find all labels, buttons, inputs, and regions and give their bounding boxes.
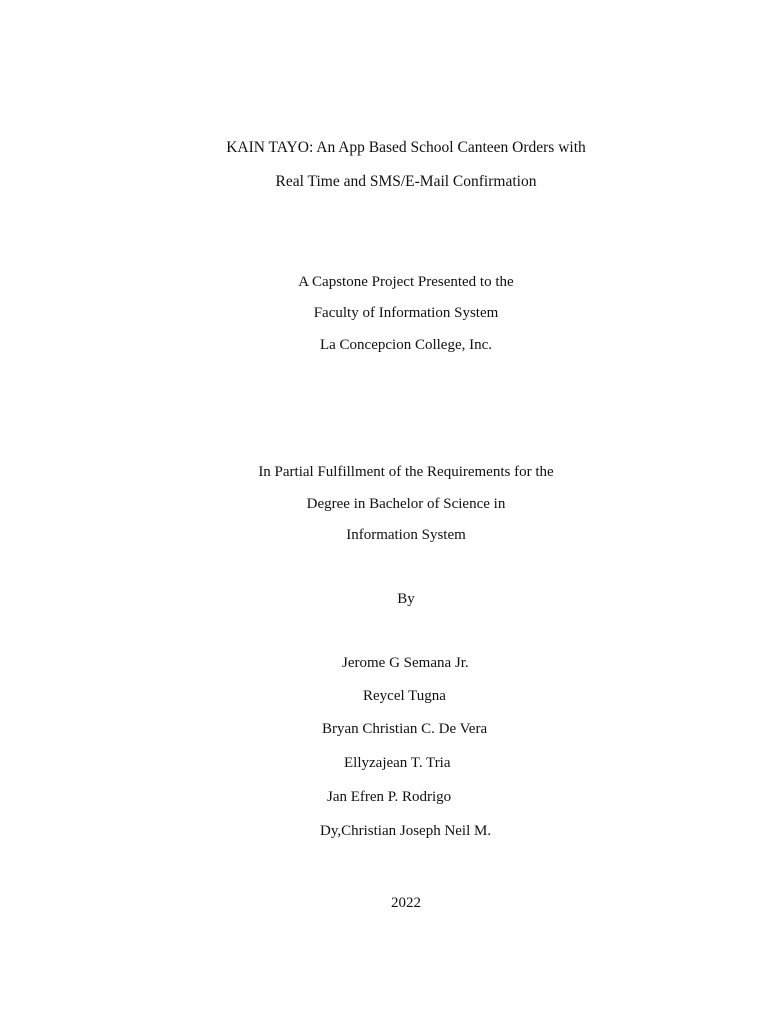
author-name: Dy,Christian Joseph Neil M.	[320, 823, 492, 839]
fulfillment-line-2: Degree in Bachelor of Science in	[306, 496, 506, 512]
presented-line-2: Faculty of Information System	[313, 305, 499, 321]
author-name: Ellyzajean T. Tria	[344, 755, 451, 771]
title-line-2: Real Time and SMS/E-Mail Confirmation	[275, 173, 537, 190]
fulfillment-line-3: Information System	[346, 527, 466, 543]
year: 2022	[391, 895, 421, 911]
fulfillment-line-1: In Partial Fulfillment of the Requirements for the	[258, 464, 554, 480]
author-name: Reycel Tugna	[363, 688, 446, 704]
presented-line-1: A Capstone Project Presented to the	[298, 274, 514, 290]
author-name: Bryan Christian C. De Vera	[322, 721, 488, 737]
title-line-1: KAIN TAYO: An App Based School Canteen Orders with	[226, 139, 586, 156]
author-name: Jan Efren P. Rodrigo	[327, 789, 452, 805]
presented-line-3: La Concepcion College, Inc.	[319, 337, 493, 353]
by-label: By	[397, 591, 415, 607]
author-name: Jerome G Semana Jr.	[342, 655, 469, 671]
